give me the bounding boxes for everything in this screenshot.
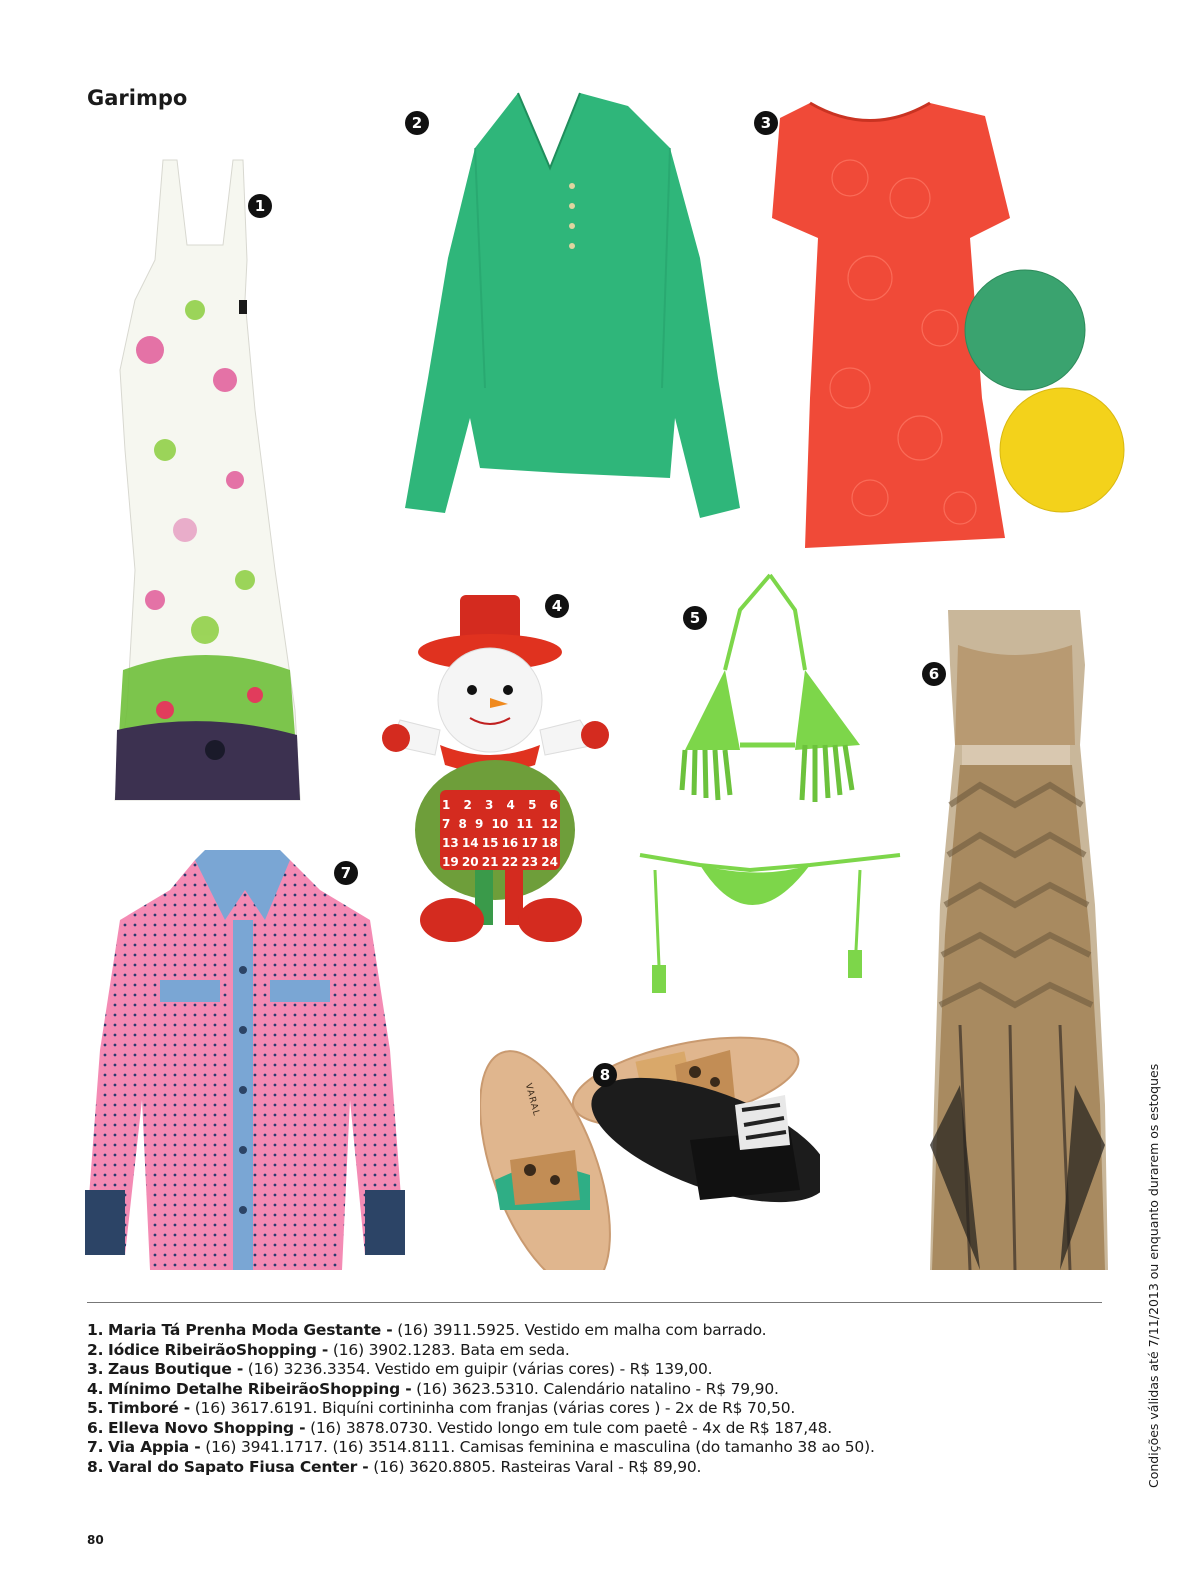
credit-number: 1. (87, 1321, 104, 1339)
calendar-day: 3 (485, 798, 494, 812)
calendar-day: 6 (549, 798, 558, 812)
calendar-day: 13 (442, 836, 459, 850)
product-image-pink-shirt (80, 850, 410, 1285)
sandal-brand-logo: VARAL (522, 1082, 542, 1118)
credit-store: Timboré - (108, 1399, 190, 1417)
credit-store: Mínimo Detalhe RibeirãoShopping - (108, 1379, 412, 1398)
calendar-row (442, 817, 558, 836)
calendar-day: 11 (516, 817, 534, 831)
calendar-day: 1 (442, 798, 451, 812)
credit-details: (16) 3941.1717. (16) 3514.8111. Camisas feminina e masculina (do tamanho 38 ao 50). (200, 1438, 875, 1456)
section-title: Garimpo (87, 86, 188, 110)
calendar-day: 19 (442, 855, 459, 869)
credits-list (87, 1321, 1107, 1477)
credit-store: Elleva Novo Shopping - (108, 1418, 306, 1437)
calendar-day: 8 (458, 817, 467, 831)
credit-line (87, 1321, 1107, 1341)
calendar-row (442, 798, 558, 817)
calendar-day: 23 (521, 855, 539, 869)
page-number: 80 (87, 1533, 104, 1547)
credit-details: (16) 3902.1283. Bata em seda. (328, 1340, 570, 1359)
credit-number: 6. (87, 1418, 104, 1437)
calendar-day: 17 (521, 836, 539, 850)
calendar-day: 18 (541, 836, 558, 850)
product-image-varal-sandals (480, 1010, 820, 1270)
calendar-day: 15 (481, 836, 499, 850)
credit-line (87, 1458, 1107, 1478)
product-image-maternity-dress (105, 150, 305, 810)
calendar-day: 9 (475, 817, 484, 831)
product-image-fringe-bikini (630, 570, 915, 1000)
calendar-day: 4 (506, 798, 515, 812)
credit-store: Iódice RibeirãoShopping - (108, 1340, 329, 1359)
calendar-day: 21 (481, 855, 499, 869)
credit-number: 2. (87, 1340, 104, 1359)
credit-details: (16) 3236.3354. Vestido em guipir (várias cores) - R$ 139,00. (243, 1360, 713, 1378)
credit-line (87, 1419, 1107, 1439)
credit-details: (16) 3620.8805. Rasteiras Varal - R$ 89,90. (368, 1457, 702, 1476)
product-image-snowman-calendar (380, 590, 615, 950)
credit-details: (16) 3878.0730. Vestido longo em tule com paetê - 4x de R$ 187,48. (305, 1418, 833, 1437)
credits-divider (87, 1302, 1102, 1303)
calendar-day: 24 (541, 855, 558, 869)
item-number-badge: 8 (593, 1063, 617, 1087)
calendar-row (442, 836, 558, 855)
calendar-day: 14 (461, 836, 479, 850)
item-number-badge: 1 (248, 194, 272, 218)
credit-number: 8. (87, 1457, 104, 1476)
credit-details: (16) 3617.6191. Biquíni cortininha com franjas (várias cores ) - 2x de R$ 70,50. (189, 1399, 796, 1417)
credit-store: Maria Tá Prenha Moda Gestante - (108, 1321, 393, 1339)
product-image-green-blouse (400, 88, 745, 528)
credit-store: Varal do Sapato Fiusa Center - (108, 1457, 369, 1476)
calendar-day: 5 (528, 798, 537, 812)
credit-number: 3. (87, 1360, 104, 1378)
product-image-sequin-gown (920, 605, 1110, 1275)
credit-line (87, 1438, 1107, 1458)
credit-line (87, 1341, 1107, 1361)
calendar-day: 12 (541, 817, 558, 831)
calendar-grid (442, 798, 558, 874)
item-number-badge: 6 (922, 662, 946, 686)
validity-note: Condições válidas até 7/11/2013 ou enquanto durarem os estoques (1146, 1063, 1161, 1488)
credit-number: 7. (87, 1438, 104, 1456)
calendar-day: 2 (463, 798, 472, 812)
item-number-badge: 4 (545, 594, 569, 618)
item-number-badge: 2 (405, 111, 429, 135)
calendar-day: 20 (461, 855, 479, 869)
item-number-badge: 5 (683, 606, 707, 630)
credit-line (87, 1399, 1107, 1419)
item-number-badge: 3 (754, 111, 778, 135)
credit-line (87, 1360, 1107, 1380)
credit-number: 4. (87, 1379, 104, 1398)
credit-number: 5. (87, 1399, 104, 1417)
calendar-day: 22 (501, 855, 519, 869)
item-number-badge: 7 (334, 861, 358, 885)
credit-details: (16) 3623.5310. Calendário natalino - R$ 79,90. (411, 1379, 779, 1398)
calendar-day: 16 (501, 836, 519, 850)
credit-details: (16) 3911.5925. Vestido em malha com barrado. (392, 1321, 767, 1339)
calendar-day: 7 (442, 817, 451, 831)
product-image-lace-dress (750, 98, 1130, 558)
credit-store: Zaus Boutique - (108, 1360, 244, 1378)
credit-line (87, 1380, 1107, 1400)
credit-store: Via Appia - (108, 1438, 201, 1456)
calendar-day: 10 (491, 817, 509, 831)
calendar-row (442, 855, 558, 874)
